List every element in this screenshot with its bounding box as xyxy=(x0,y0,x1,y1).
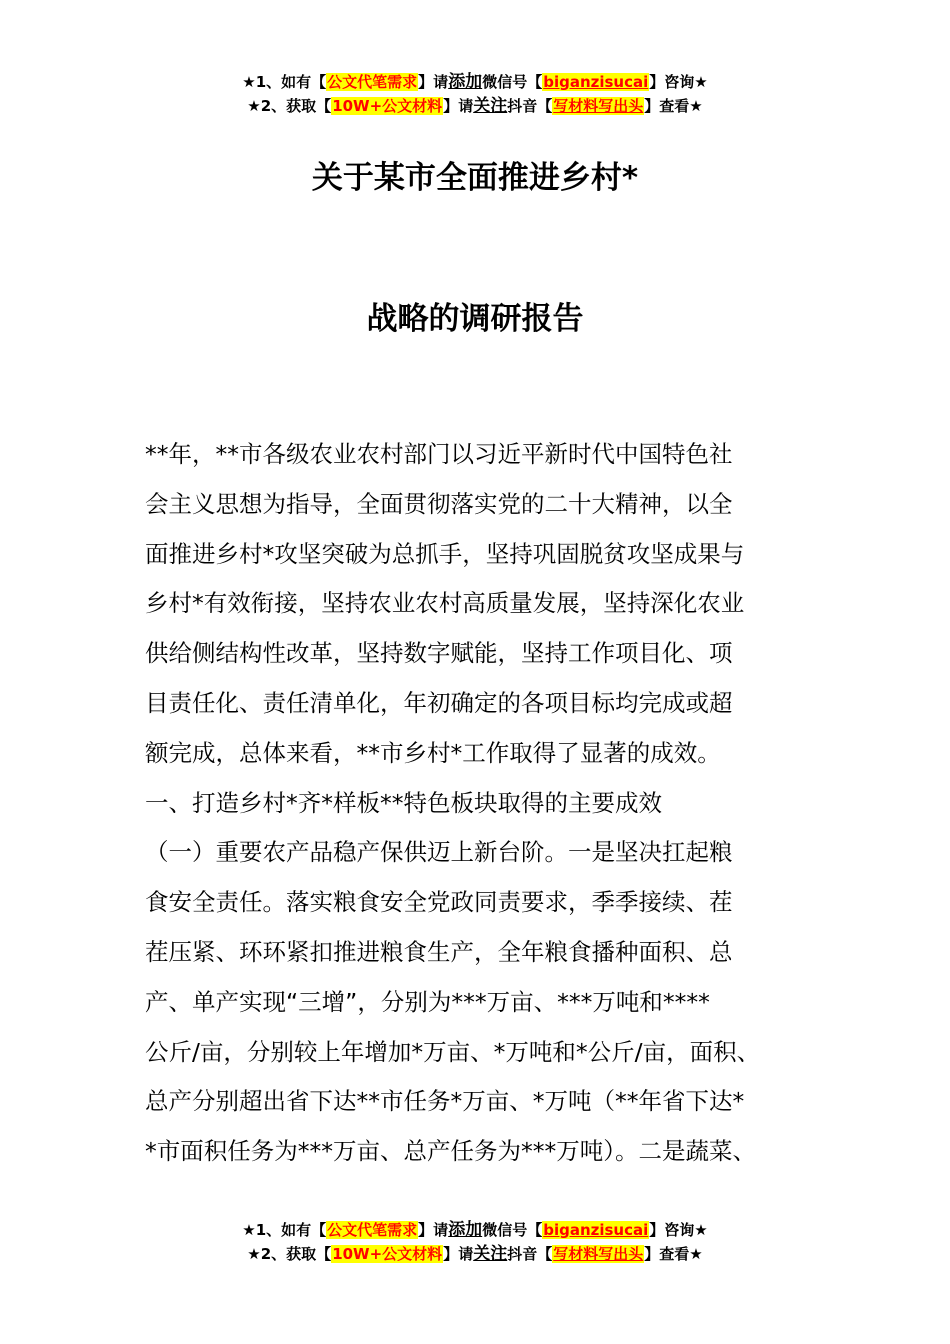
ad-text: 】咨询★ xyxy=(649,1221,708,1239)
ad-emphasis: 关注 xyxy=(473,1244,508,1264)
ad-highlight: 10W+公文材料 xyxy=(332,97,443,115)
ad-text: ★2、获取【 xyxy=(247,97,332,115)
ad-banner-top xyxy=(0,70,950,118)
ad-emphasis: 添加 xyxy=(448,72,483,92)
ad-banner-bottom xyxy=(0,1218,950,1266)
ad-highlight: 公文代笔需求 xyxy=(327,1221,418,1239)
paragraph-line: 供给侧结构性改革，坚持数字赋能，坚持工作项目化、项 xyxy=(145,639,733,668)
paragraph-line: 食安全责任。落实粮食安全党政同责要求，季季接续、茬 xyxy=(145,888,733,917)
paragraph-line: 额完成，总体来看，**市乡村*工作取得了显著的成效。 xyxy=(145,738,721,767)
paragraph-line: **年，**市各级农业农村部门以习近平新时代中国特色社 xyxy=(145,440,733,468)
ad-text: 微信号【 xyxy=(482,1221,543,1239)
ad-highlight: 公文代笔需求 xyxy=(327,73,418,91)
ad-text: 】请 xyxy=(443,1245,474,1263)
ad-text: 抖音【 xyxy=(507,1245,553,1263)
paragraph-line: *市面积任务为***万亩、总产任务为***万吨）。二是蔬菜、 xyxy=(145,1137,756,1166)
paragraph-line: 目责任化、责任清单化，年初确定的各项目标均完成或超 xyxy=(145,688,733,717)
body-text xyxy=(145,430,825,1177)
ad-text: ★1、如有【 xyxy=(242,1221,327,1239)
paragraph-line: 茬压紧、环环紧扣推进粮食生产，全年粮食播种面积、总 xyxy=(145,937,733,966)
ad-text: 】请 xyxy=(418,1221,449,1239)
ad-emphasis: 关注 xyxy=(473,96,508,116)
ad-text: 】请 xyxy=(418,73,449,91)
ad-wechat-id: biganzisucai xyxy=(543,73,649,91)
paragraph-line: 面推进乡村*攻坚突破为总抓手，坚持巩固脱贫攻坚成果与 xyxy=(145,539,745,568)
ad-douyin-id: 写材料写出头 xyxy=(553,1245,644,1263)
ad-text: 】查看★ xyxy=(644,1245,703,1263)
ad-wechat-id: biganzisucai xyxy=(543,1221,649,1239)
title-line-1: 关于某市全面推进乡村* xyxy=(311,160,639,196)
ad-line-2 xyxy=(0,94,950,118)
ad-text: 】请 xyxy=(443,97,474,115)
ad-text: 】查看★ xyxy=(644,97,703,115)
ad-text: ★1、如有【 xyxy=(242,73,327,91)
paragraph-line: 公斤/亩，分别较上年增加*万亩、*万吨和*公斤/亩，面积、 xyxy=(145,1037,761,1066)
ad-line-1 xyxy=(0,70,950,94)
paragraph-line: 会主义思想为指导，全面贯彻落实党的二十大精神，以全 xyxy=(145,489,733,518)
paragraph-line: 产、单产实现“三增”，分别为***万亩、***万吨和**** xyxy=(145,987,710,1016)
paragraph-line: 乡村*有效衔接，坚持农业农村高质量发展，坚持深化农业 xyxy=(145,589,745,618)
ad-text: 】咨询★ xyxy=(649,73,708,91)
ad-text: 微信号【 xyxy=(482,73,543,91)
title-line-2: 战略的调研报告 xyxy=(366,301,584,337)
ad-line-1 xyxy=(0,1218,950,1242)
ad-highlight: 10W+公文材料 xyxy=(332,1245,443,1263)
ad-text: 抖音【 xyxy=(507,97,553,115)
ad-text: ★2、获取【 xyxy=(247,1245,332,1263)
ad-emphasis: 添加 xyxy=(448,1220,483,1240)
paragraph-line: （一）重要农产品稳产保供迈上新台阶。一是坚决扛起粮 xyxy=(145,838,733,867)
ad-douyin-id: 写材料写出头 xyxy=(553,97,644,115)
ad-line-2 xyxy=(0,1242,950,1266)
paragraph-line: 总产分别超出省下达**市任务*万亩、*万吨（**年省下达* xyxy=(145,1087,745,1116)
section-heading: 一、打造乡村*齐*样板**特色板块取得的主要成效 xyxy=(145,788,662,817)
